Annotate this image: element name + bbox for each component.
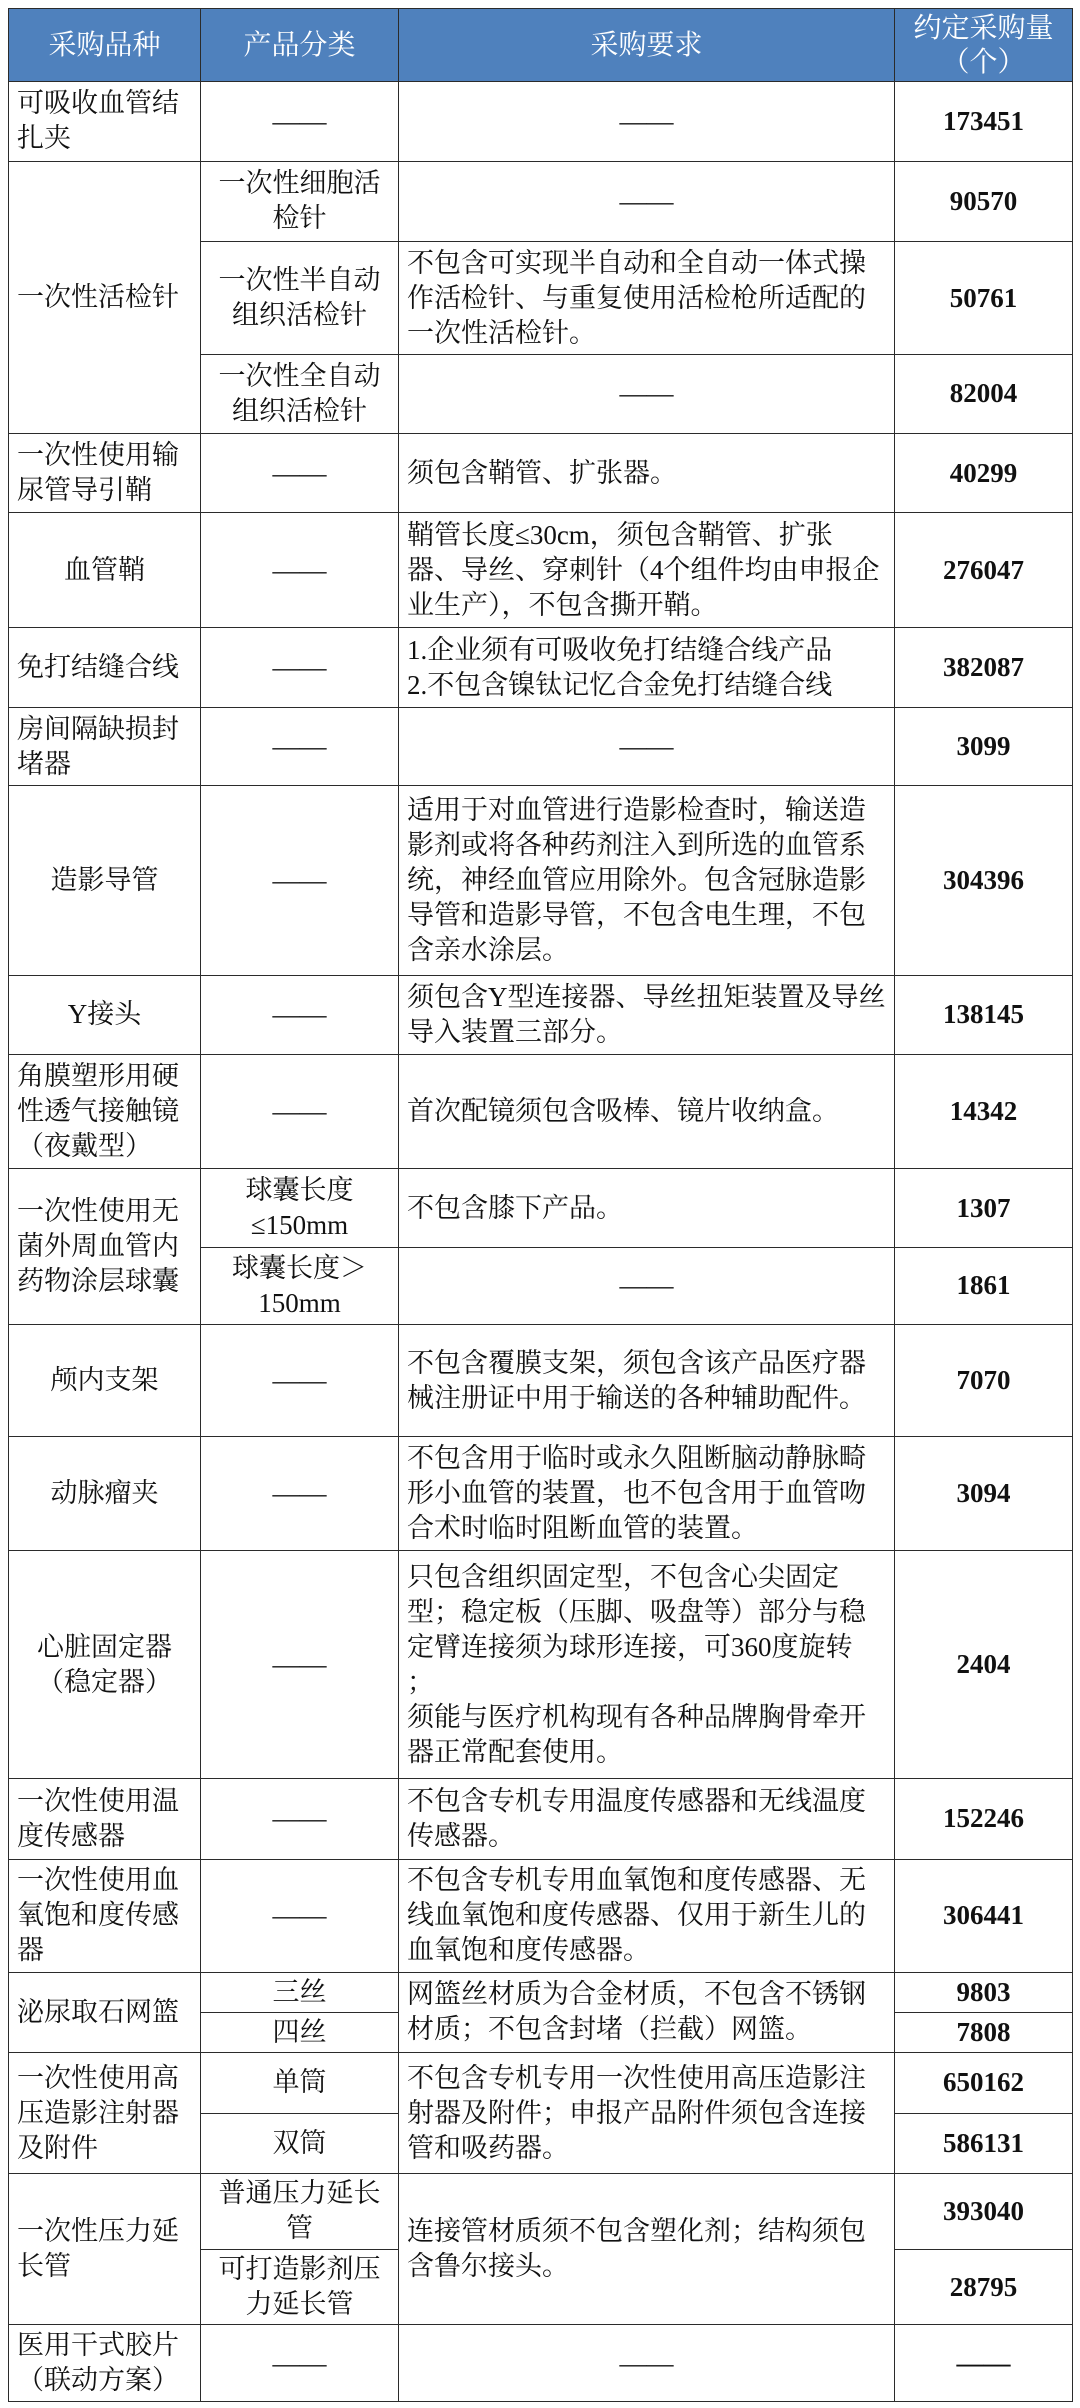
product-category: —— (201, 82, 399, 162)
table-row (9, 2174, 1073, 2250)
quantity: 1307 (895, 1169, 1073, 1248)
requirement: 须包含鞘管、扩张器。 (399, 433, 895, 513)
product-name: 一次性使用血氧饱和度传感器 (9, 1859, 201, 1972)
requirement: —— (399, 161, 895, 242)
product-category: 一次性半自动组织活检针 (201, 242, 399, 355)
product-name: 房间隔缺损封堵器 (9, 707, 201, 786)
product-category: —— (201, 707, 399, 786)
table-row (9, 82, 1073, 162)
quantity: 28795 (895, 2249, 1073, 2325)
product-name: 一次性压力延长管 (9, 2174, 201, 2325)
quantity: 3094 (895, 1437, 1073, 1551)
product-name: 一次性使用温度传感器 (9, 1779, 201, 1860)
product-name: 心脏固定器（稳定器） (9, 1551, 201, 1779)
product-category: 一次性全自动组织活检针 (201, 355, 399, 434)
product-category: —— (201, 433, 399, 513)
product-category: —— (201, 975, 399, 1054)
product-category: —— (201, 513, 399, 628)
requirement: 不包含用于临时或永久阻断脑动静脉畸形小血管的装置，也不包含用于血管吻合术时临时阻断血管的装置。 (399, 1437, 895, 1551)
product-category: —— (201, 1437, 399, 1551)
quantity: 7808 (895, 2012, 1073, 2052)
product-category: 一次性细胞活检针 (201, 161, 399, 242)
requirement: 1.企业须有可吸收免打结缝合线产品 2.不包含镍钛记忆合金免打结缝合线 (399, 628, 895, 708)
quantity: 173451 (895, 82, 1073, 162)
requirement: 只包含组织固定型，不包含心尖固定型；稳定板（压脚、吸盘等）部分与稳定臂连接须为球形连接，可360度旋转 ； 须能与医疗机构现有各种品牌胸骨牵开器正常配套使用。 (399, 1551, 895, 1779)
table-row (9, 707, 1073, 786)
requirement: —— (399, 1248, 895, 1325)
quantity: 9803 (895, 1972, 1073, 2012)
quantity: 304396 (895, 786, 1073, 975)
table-row (9, 513, 1073, 628)
table-row (9, 1859, 1073, 1972)
quantity: 90570 (895, 161, 1073, 242)
header-agreed-quantity: 约定采购量（个） (895, 9, 1073, 82)
product-name: 泌尿取石网篮 (9, 1972, 201, 2053)
product-name: 一次性使用无菌外周血管内药物涂层球囊 (9, 1169, 201, 1324)
quantity: 40299 (895, 433, 1073, 513)
table-row (9, 1324, 1073, 1437)
requirement: —— (399, 355, 895, 434)
product-name: 角膜塑形用硬性透气接触镜（夜戴型） (9, 1054, 201, 1169)
requirement: 不包含专机专用温度传感器和无线温度传感器。 (399, 1779, 895, 1860)
header-row (9, 9, 1073, 82)
quantity: 14342 (895, 1054, 1073, 1169)
product-category: —— (201, 786, 399, 975)
product-name: Y接头 (9, 975, 201, 1054)
header-product-category: 产品分类 (201, 9, 399, 82)
quantity: 3099 (895, 707, 1073, 786)
product-name: 动脉瘤夹 (9, 1437, 201, 1551)
table-row (9, 1437, 1073, 1551)
quantity: 276047 (895, 513, 1073, 628)
product-category: —— (201, 2325, 399, 2402)
product-name: 一次性使用高压造影注射器及附件 (9, 2053, 201, 2174)
requirement: 不包含覆膜支架，须包含该产品医疗器械注册证中用于输送的各种辅助配件。 (399, 1324, 895, 1437)
product-category: 三丝 (201, 1972, 399, 2012)
table-row (9, 2053, 1073, 2113)
quantity: 382087 (895, 628, 1073, 708)
table-row (9, 628, 1073, 708)
product-category: —— (201, 1054, 399, 1169)
product-category: —— (201, 1551, 399, 1779)
quantity: 393040 (895, 2174, 1073, 2250)
product-name: 血管鞘 (9, 513, 201, 628)
requirement: 网篮丝材质为合金材质，不包含不锈钢材质；不包含封堵（拦截）网篮。 (399, 1972, 895, 2053)
requirement: 适用于对血管进行造影检查时，输送造影剂或将各种药剂注入到所选的血管系统，神经血管应用除外。包含冠脉造影导管和造影导管，不包含电生理，不包含亲水涂层。 (399, 786, 895, 975)
requirement: 须包含Y型连接器、导丝扭矩装置及导丝导入装置三部分。 (399, 975, 895, 1054)
procurement-table (8, 8, 1073, 2402)
quantity: 7070 (895, 1324, 1073, 1437)
product-category: —— (201, 1859, 399, 1972)
quantity: 650162 (895, 2053, 1073, 2113)
product-category: 四丝 (201, 2012, 399, 2052)
product-name: 一次性使用输尿管导引鞘 (9, 433, 201, 513)
product-name: 颅内支架 (9, 1324, 201, 1437)
table-row (9, 975, 1073, 1054)
product-category: —— (201, 1779, 399, 1860)
header-product-variety: 采购品种 (9, 9, 201, 82)
header-procurement-requirements: 采购要求 (399, 9, 895, 82)
product-name: 一次性活检针 (9, 161, 201, 433)
requirement: —— (399, 82, 895, 162)
product-category: 球囊长度＞150mm (201, 1248, 399, 1325)
product-category: —— (201, 628, 399, 708)
product-category: 普通压力延长管 (201, 2174, 399, 2250)
quantity: —— (895, 2325, 1073, 2402)
quantity: 152246 (895, 1779, 1073, 1860)
table-row (9, 2325, 1073, 2402)
product-name: 造影导管 (9, 786, 201, 975)
product-name: 医用干式胶片（联动方案） (9, 2325, 201, 2402)
requirement: —— (399, 2325, 895, 2402)
requirement: 不包含可实现半自动和全自动一体式操作活检针、与重复使用活检枪所适配的一次性活检针。 (399, 242, 895, 355)
requirement: 不包含专机专用血氧饱和度传感器、无线血氧饱和度传感器、仅用于新生儿的血氧饱和度传感器。 (399, 1859, 895, 1972)
requirement: 鞘管长度≤30cm，须包含鞘管、扩张器、导丝、穿刺针（4个组件均由申报企业生产），不包含撕开鞘。 (399, 513, 895, 628)
product-name: 免打结缝合线 (9, 628, 201, 708)
table-row (9, 433, 1073, 513)
product-name: 可吸收血管结扎夹 (9, 82, 201, 162)
requirement: 首次配镜须包含吸棒、镜片收纳盒。 (399, 1054, 895, 1169)
table-row (9, 1054, 1073, 1169)
requirement: 不包含膝下产品。 (399, 1169, 895, 1248)
table-row (9, 1169, 1073, 1248)
table-row (9, 1779, 1073, 1860)
table-row (9, 161, 1073, 242)
requirement: 不包含专机专用一次性使用高压造影注射器及附件；申报产品附件须包含连接管和吸药器。 (399, 2053, 895, 2174)
quantity: 586131 (895, 2113, 1073, 2173)
requirement: 连接管材质须不包含塑化剂；结构须包含鲁尔接头。 (399, 2174, 895, 2325)
quantity: 306441 (895, 1859, 1073, 1972)
product-category: 球囊长度≤150mm (201, 1169, 399, 1248)
table-row (9, 1972, 1073, 2012)
table-row (9, 1551, 1073, 1779)
quantity: 138145 (895, 975, 1073, 1054)
quantity: 50761 (895, 242, 1073, 355)
product-category: 单筒 (201, 2053, 399, 2113)
quantity: 82004 (895, 355, 1073, 434)
quantity: 2404 (895, 1551, 1073, 1779)
product-category: 可打造影剂压力延长管 (201, 2249, 399, 2325)
table-row (9, 786, 1073, 975)
requirement: —— (399, 707, 895, 786)
product-category: 双筒 (201, 2113, 399, 2173)
product-category: —— (201, 1324, 399, 1437)
quantity: 1861 (895, 1248, 1073, 1325)
